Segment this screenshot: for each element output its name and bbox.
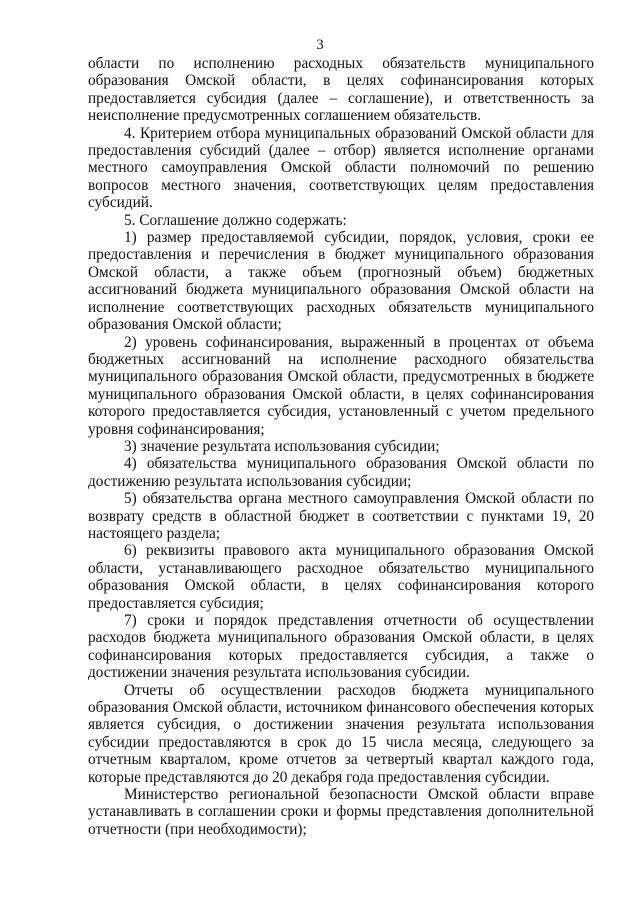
list-item-4: 4) обязательства муниципального образования Омской области по достижению результата использования субсидии; bbox=[88, 455, 594, 490]
list-item-1: 1) размер предоставляемой субсидии, порядок, условия, сроки ее предоставления и перечисления в бюджет муниципального образования Омской области, а также объем (прогнозный объем) бюджетных ассигнований бюджета муниципального образования Омской области на исполнение соответствующих расходных обязательств муниципального образования Омской области; bbox=[88, 229, 594, 334]
paragraph-reports: Отчеты об осуществлении расходов бюджета муниципального образования Омской области, источником финансового обеспечения которых является субсидия, о достижении значения результата использования субсидии предоставляются в срок до 15 числа месяца, следующего за отчетным кварталом, кроме отчетов за четвертый квартал каждого года, которые представляются до 20 декабря года предоставления субсидии. bbox=[88, 681, 594, 786]
document-body bbox=[88, 55, 594, 838]
paragraph-item-4: 4. Критерием отбора муниципальных образований Омской области для предоставления субсидий (далее – отбор) является исполнение органами местного самоуправления Омской области полномочий по решению вопросов местного значения, соответствующих целям предоставления субсидий. bbox=[88, 124, 594, 212]
list-item-2: 2) уровень софинансирования, выраженный в процентах от объема бюджетных ассигнований на исполнение расходного обязательства муниципального образования Омской области, предусмотренных в бюджете муниципального образования Омской области, в целях софинансирования которого предоставляется субсидия, установленный с учетом предельного уровня софинансирования; bbox=[88, 333, 594, 438]
paragraph-item-5: 5. Соглашение должно содержать: bbox=[124, 211, 347, 229]
list-item-7: 7) сроки и порядок представления отчетности об осуществлении расходов бюджета муниципального образования Омской области, в целях софинансирования которых предоставляется субсидия, а также о достижении значения результата использования субсидии. bbox=[88, 612, 594, 682]
page-number: 3 bbox=[316, 37, 324, 53]
list-item-6: 6) реквизиты правового акта муниципального образования Омской области, устанавливающего расходное обязательство муниципального образования Омской области, в целях софинансирования которого предоставляется субсидия; bbox=[88, 542, 594, 612]
list-item-3: 3) значение результата использования субсидии; bbox=[124, 437, 440, 455]
list-item-5: 5) обязательства органа местного самоуправления Омской области по возврату средств в областной бюджет в соответствии с пунктами 19, 20 настоящего раздела; bbox=[88, 490, 594, 542]
paragraph-continuation: области по исполнению расходных обязательств муниципального образования Омской области, в целях софинансирования которых предоставляется субсидия (далее – соглашение), и ответственность за неисполнение предусмотренных соглашением обязательств. bbox=[88, 55, 594, 125]
paragraph-ministry: Министерство региональной безопасности Омской области вправе устанавливать в соглашении сроки и формы представления дополнительной отчетности (при необходимости); bbox=[88, 786, 594, 838]
